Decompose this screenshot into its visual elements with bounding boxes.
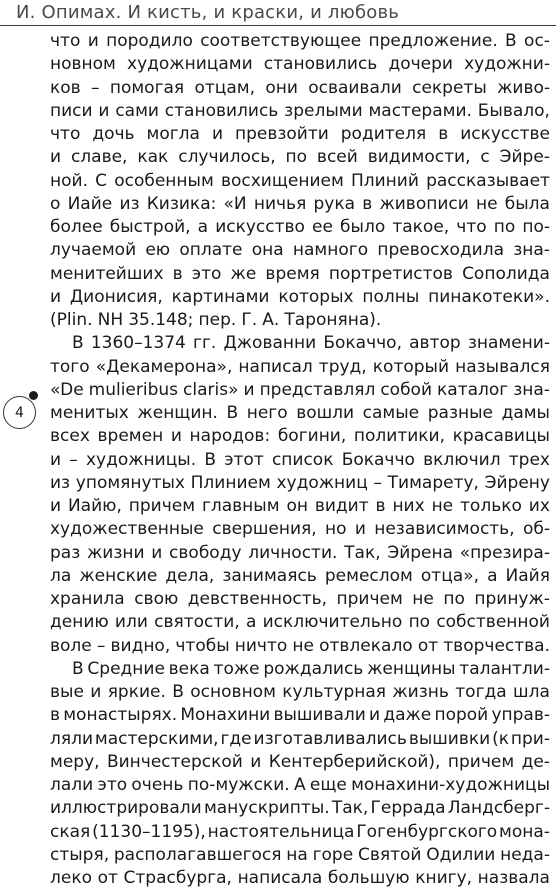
text-line: стыря, располагавшегося на горе Святой Одилии неда- bbox=[50, 844, 550, 865]
text-line: (Plin. NH 35.148; пер. Г. А. Тароняна). bbox=[50, 310, 382, 330]
text-line: раз жизни и свободу личности. Так, Эйрена «презира- bbox=[50, 542, 550, 563]
text-line: менитых женщин. В него вошли самые разные дамы bbox=[50, 403, 550, 423]
text-line: и Иайю, причем главным он видит в них не только их bbox=[50, 496, 550, 516]
text-line: В Средние века тоже рождались женщины талантли- bbox=[72, 658, 550, 679]
running-head bbox=[0, 0, 556, 26]
text-line: что и породило соответствующее предложение. В ос- bbox=[50, 31, 550, 51]
text-line: новном художницами становились дочери художни- bbox=[50, 54, 550, 75]
text-line: дению или святости, а исключительно по собственной bbox=[50, 612, 550, 633]
text-line: более быстрой, а искусство ее было такое, что по по- bbox=[50, 217, 550, 237]
page-number: 4 bbox=[3, 396, 36, 429]
text-line: ков – помогая отцам, они осваивали секреты живо- bbox=[50, 77, 550, 98]
text-line: и славе, как случилось, по всей видимости, с Эйре- bbox=[50, 147, 550, 168]
text-line: всех времен и народов: богини, политики, красавицы bbox=[50, 426, 550, 447]
text-line: «De mulieribus claris» и представлял собой каталог зна- bbox=[50, 379, 550, 400]
text-line: В 1360–1374 гг. Джованни Бокаччо, автор знамени- bbox=[72, 333, 550, 354]
text-line: о Иайе из Кизика: «И ничья рука в живописи не была bbox=[50, 193, 550, 214]
text-line: меру, Винчестерской и Кентерберийской), причем де- bbox=[50, 751, 550, 772]
text-line: художественные свершения, но и независимость, об- bbox=[50, 519, 550, 540]
text-line: хранила свою девственность, причем не по принуж- bbox=[50, 589, 550, 609]
text-line: леко от Страсбурга, написала большую книгу, назвала bbox=[50, 868, 550, 888]
text-line: лучаемой ею оплате она намного превосходила зна- bbox=[50, 240, 550, 261]
text-line: иллюстрировали манускрипты. Так, Геррада Ландсберг- bbox=[50, 798, 550, 819]
text-line: воле – видно, чтобы ничто не отвлекало от творчества. bbox=[50, 635, 550, 656]
text-line: что дочь могла и превзойти родителя в искусстве bbox=[50, 124, 550, 144]
text-line: ла женские дела, занимаясь ремеслом отца», а Иайя bbox=[50, 565, 550, 586]
text-line: из упомянутых Плинием художниц – Тимарету, Эйрену bbox=[50, 472, 550, 493]
text-line: лали это очень по-мужски. А еще монахини-художницы bbox=[50, 775, 550, 795]
text-line: и – художницы. В этот список Бокаччо включил трех bbox=[50, 449, 550, 470]
text-line: того «Декамерона», написал труд, который назывался bbox=[50, 356, 550, 377]
running-head-title: И. Опимах. И кисть, и краски, и любовь bbox=[16, 2, 400, 23]
text-line: в монастырях. Монахини вышивали и даже порой управ- bbox=[50, 705, 550, 726]
text-line: вые и яркие. В основном культурная жизнь тогда шла bbox=[50, 682, 550, 702]
text-line: ская (1130–1195), настоятельница Гогенбургского мона- bbox=[50, 821, 550, 842]
text-line: ляли мастерскими, где изготавливались вышивки (к при- bbox=[50, 728, 550, 749]
text-line: писи и сами становились зрелыми мастерами. Бывало, bbox=[50, 100, 550, 121]
body-text bbox=[50, 30, 550, 890]
text-line: менитейших в это же время портретистов Сополида bbox=[50, 263, 550, 284]
text-line: ной. С особенным восхищением Плиний рассказывает bbox=[50, 170, 550, 191]
text-line: и Дионисия, картинами которых полны пинакотеки». bbox=[50, 286, 550, 307]
page-number-dot bbox=[29, 391, 38, 400]
